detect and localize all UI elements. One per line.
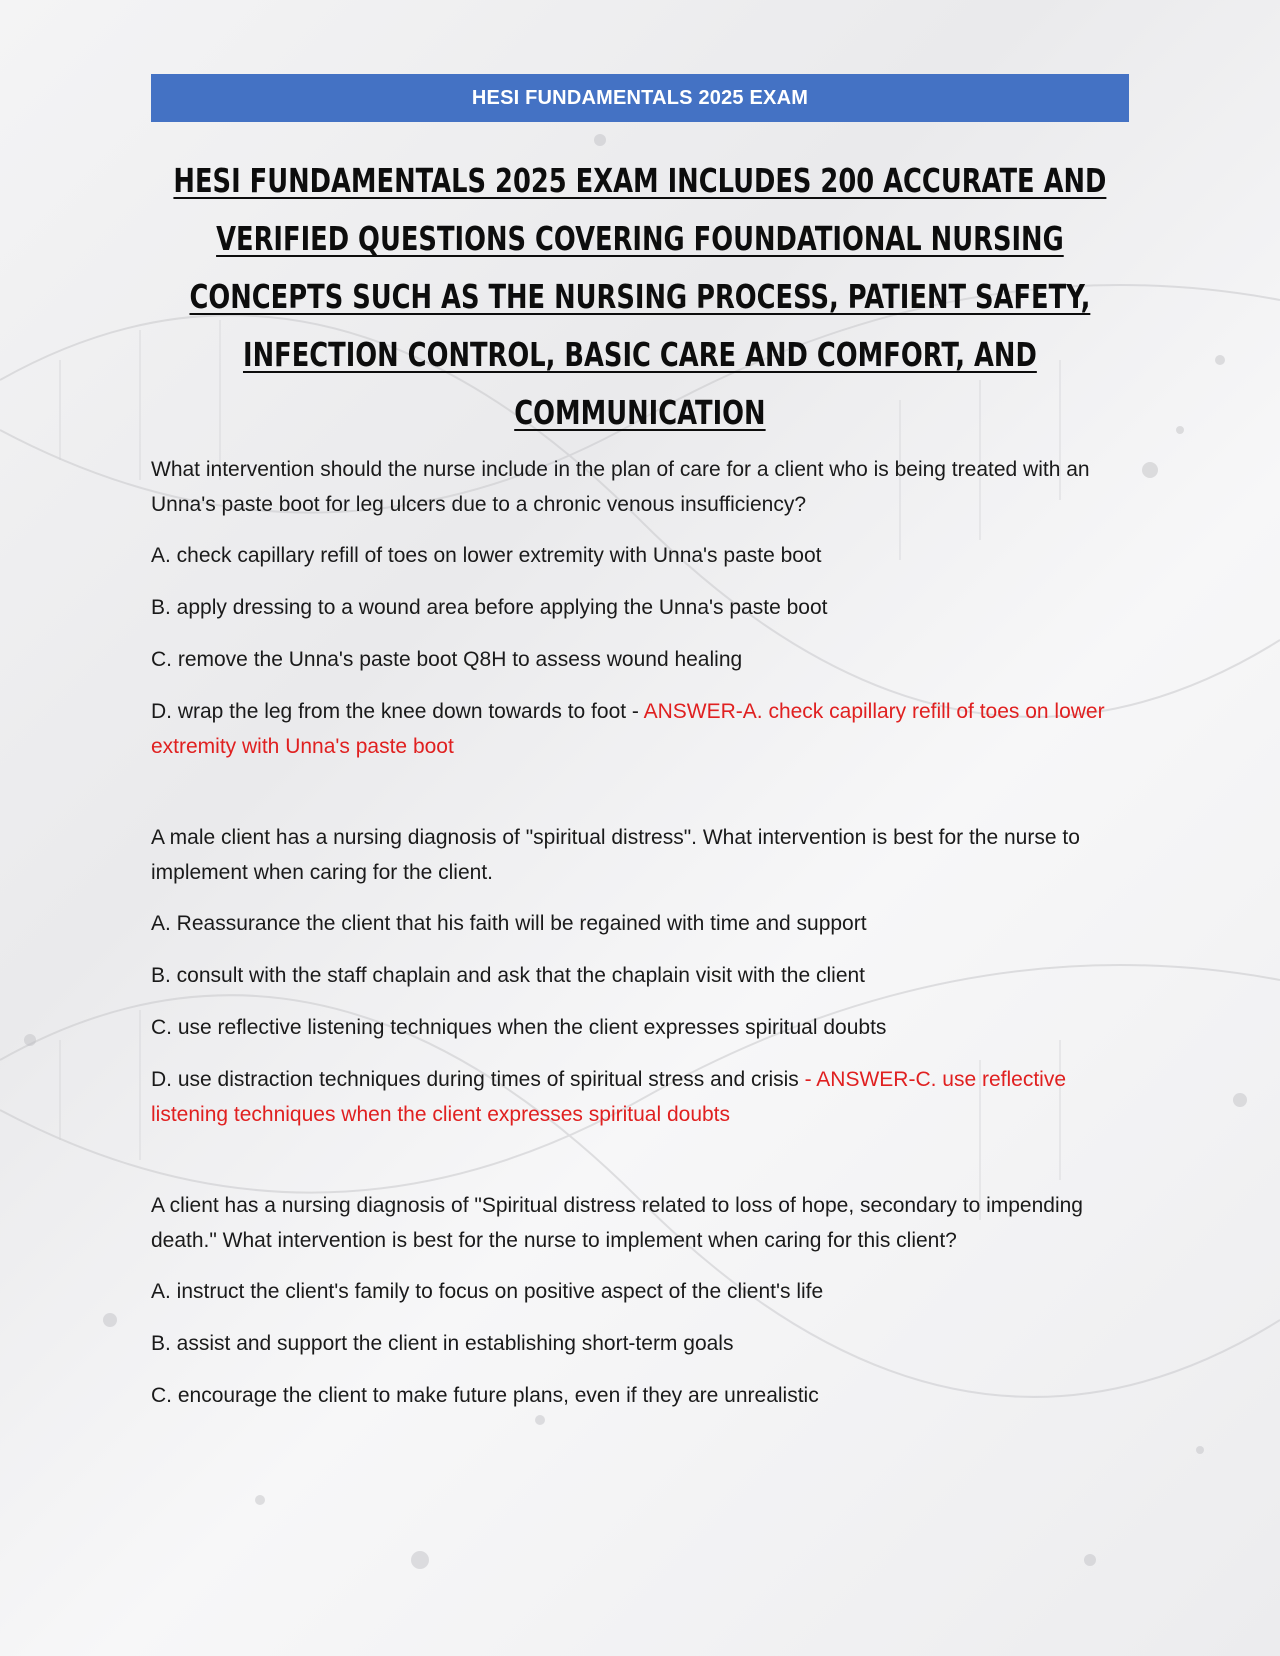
answer-text: ANSWER-A. check capillary refill of toes on lower extremity with Unna's paste boot	[151, 700, 1105, 758]
option-c: C. remove the Unna's paste boot Q8H to assess wound healing	[151, 648, 743, 671]
option-d-with-answer	[151, 694, 1129, 764]
option-b: B. consult with the staff chaplain and ask that the chaplain visit with the client	[151, 964, 866, 987]
option-a: A. instruct the client's family to focus on positive aspect of the client's life	[151, 1280, 824, 1303]
question-2	[151, 820, 1129, 1132]
question-1	[151, 452, 1129, 764]
option-b: B. assist and support the client in establishing short-term goals	[151, 1332, 734, 1355]
document-page	[151, 74, 1129, 1469]
header-bar-label: HESI FUNDAMENTALS 2025 EXAM	[471, 87, 809, 109]
option-a: A. check capillary refill of toes on lower extremity with Unna's paste boot	[151, 544, 822, 567]
option-d: D. wrap the leg from the knee down towards to foot -	[151, 700, 639, 723]
document-title-text: HESI FUNDAMENTALS 2025 EXAM INCLUDES 200 ACCURATE AND VERIFIED QUESTIONS COVERING FOUNDATIONAL NURSING CONCEPTS SUCH AS THE NURSING PROCESS, PATIENT SAFETY, INFECTION CONTROL, BASIC CARE AND COMFORT, AND COMMUNICATION	[173, 161, 1107, 432]
option-d-with-answer	[151, 1062, 1129, 1132]
answer-text: - ANSWER-C. use reflective listening techniques when the client expresses spiritual doubts	[151, 1068, 1067, 1126]
question-stem: A male client has a nursing diagnosis of "spiritual distress". What intervention is best for the nurse to implement when caring for the client.	[151, 826, 1080, 884]
question-stem: A client has a nursing diagnosis of "Spiritual distress related to loss of hope, secondary to impending death." What intervention is best for the nurse to implement when caring for this client?	[151, 1194, 1083, 1252]
header-bar	[151, 74, 1129, 122]
option-b: B. apply dressing to a wound area before applying the Unna's paste boot	[151, 596, 828, 619]
document-title	[152, 152, 1128, 442]
option-d: D. use distraction techniques during times of spiritual stress and crisis	[151, 1068, 799, 1091]
question-stem: What intervention should the nurse include in the plan of care for a client who is being treated with an Unna's paste boot for leg ulcers due to a chronic venous insufficiency?	[151, 458, 1090, 516]
question-3	[151, 1188, 1129, 1413]
option-c: C. encourage the client to make future plans, even if they are unrealistic	[151, 1384, 819, 1407]
option-a: A. Reassurance the client that his faith will be regained with time and support	[151, 912, 867, 935]
option-c: C. use reflective listening techniques when the client expresses spiritual doubts	[151, 1016, 887, 1039]
